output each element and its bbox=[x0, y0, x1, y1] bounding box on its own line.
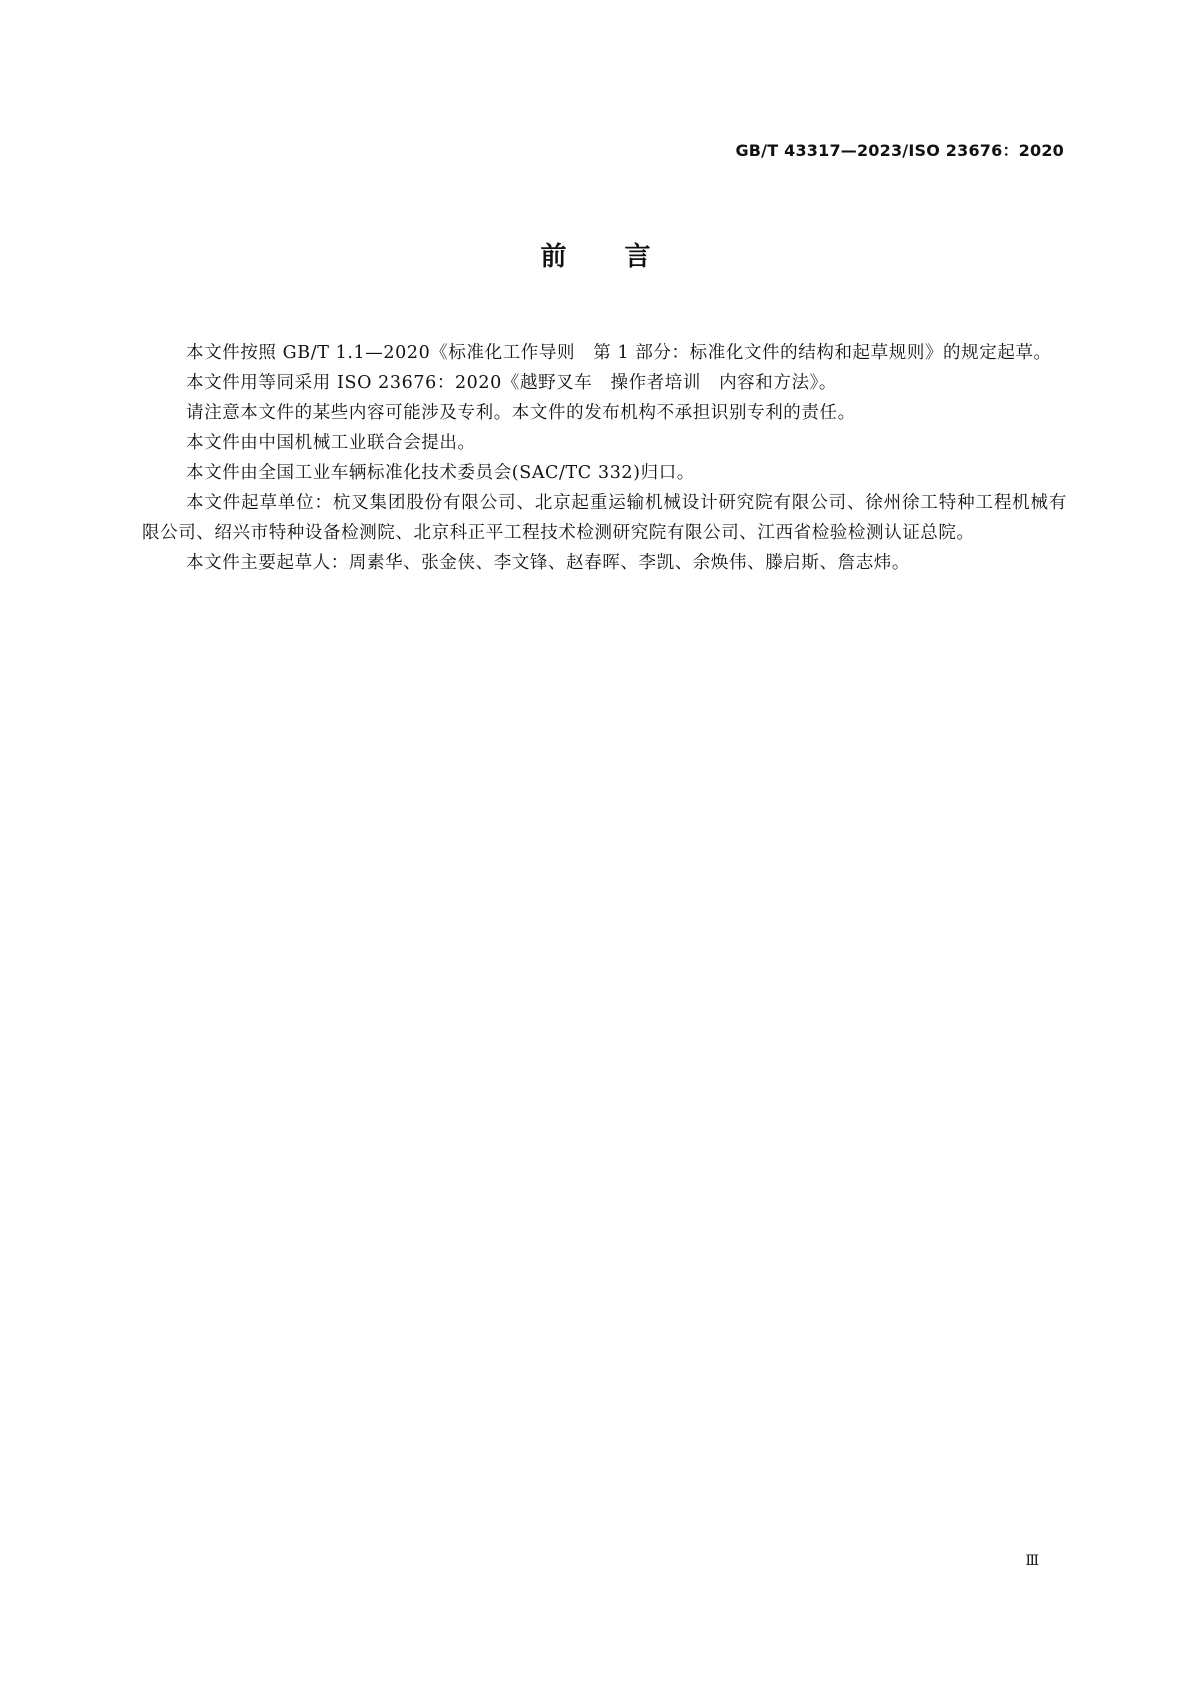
page-title: 前言 bbox=[540, 242, 709, 272]
paragraph-proposer: 本文件由中国机械工业联合会提出。 bbox=[186, 433, 476, 453]
paragraph-patent-notice: 请注意本文件的某些内容可能涉及专利。本文件的发布机构不承担识别专利的责任。 bbox=[186, 403, 856, 423]
standard-number: GB/T 43317—2023/ISO 23676：2020 bbox=[735, 141, 1064, 160]
page-number: Ⅲ bbox=[1025, 1553, 1039, 1569]
paragraph-adoption: 本文件用等同采用 ISO 23676：2020《越野叉车 操作者培训 内容和方法》。 bbox=[186, 373, 838, 393]
preface-body bbox=[142, 338, 1067, 578]
paragraph-technical-committee: 本文件由全国工业车辆标准化技术委员会(SAC/TC 332)归口。 bbox=[186, 463, 695, 483]
paragraph-drafting-units: 本文件起草单位：杭叉集团股份有限公司、北京起重运输机械设计研究院有限公司、徐州徐工特种工程机械有限公司、绍兴市特种设备检测院、北京科正平工程技术检测研究院有限公司、江西省检验检测认证总院。 bbox=[142, 493, 1067, 543]
paragraph-drafting-rules: 本文件按照 GB/T 1.1—2020《标准化工作导则 第 1 部分：标准化文件的结构和起草规则》的规定起草。 bbox=[186, 343, 1052, 363]
paragraph-drafters: 本文件主要起草人：周素华、张金侠、李文锋、赵春晖、李凯、余焕伟、滕启斯、詹志炜。 bbox=[186, 553, 910, 573]
